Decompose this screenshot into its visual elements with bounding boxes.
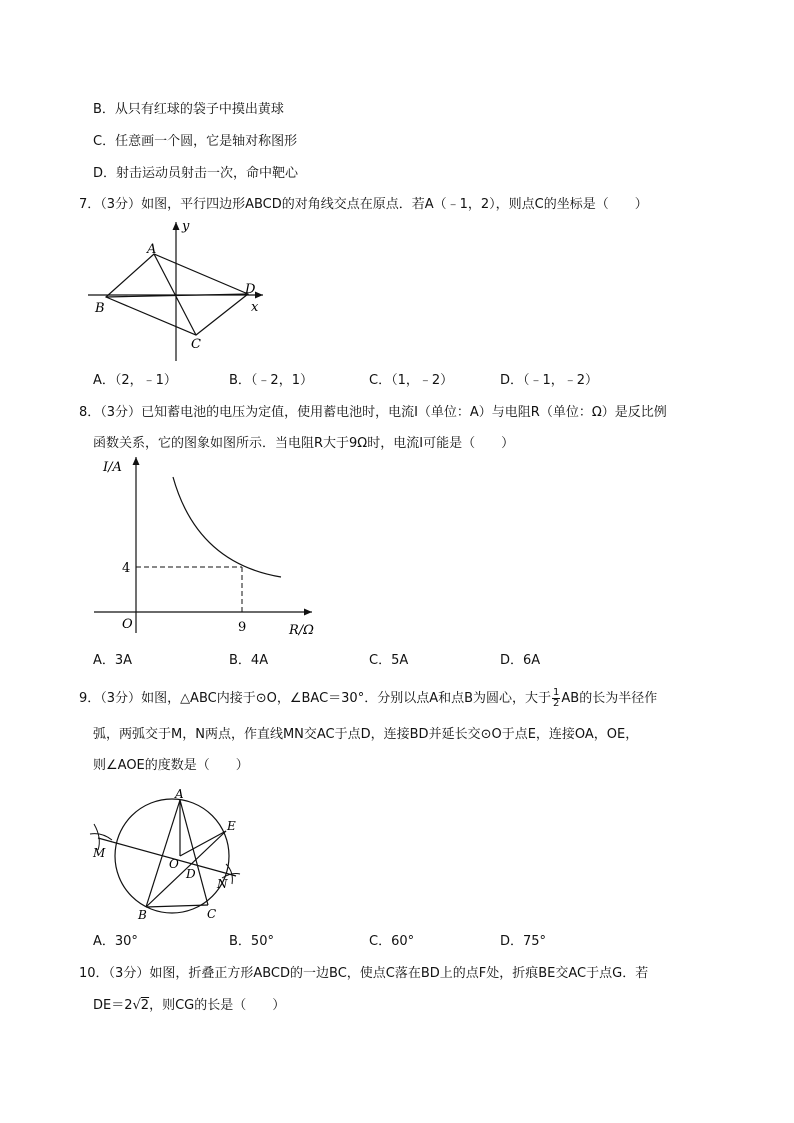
q8-stem-line1 — [79, 404, 667, 422]
q7-text: 如图，平行四边形ABCD的对角线交点在原点．若A（﹣1，2），则点C的坐标是（ ） — [141, 197, 648, 212]
q9-number: 9． — [79, 691, 101, 706]
q9-option-c: C．60° — [369, 934, 415, 949]
q9-text-b: AB的长为半径作 — [561, 691, 658, 706]
q9-stem-line1 — [79, 688, 657, 709]
q7-option-d: D．（﹣1，﹣2） — [500, 373, 599, 388]
q9-fraction — [552, 688, 560, 709]
q10-text-a: DE＝2 — [93, 998, 133, 1013]
q8-x-tick: 9 — [238, 620, 247, 635]
q7-label-b: B — [95, 301, 105, 316]
q8-option-c: C．5A — [369, 653, 409, 668]
q10-sqrt-value: 2 — [140, 998, 150, 1013]
q7-label-a: A — [147, 242, 157, 257]
q8-score: （3分） — [100, 405, 142, 420]
q10-stem-line2 — [93, 997, 285, 1015]
q9-option-d: D．75° — [500, 934, 547, 949]
q10-number: 10． — [79, 966, 109, 981]
q8-inverse-graph — [92, 453, 327, 643]
q8-number: 8． — [79, 405, 101, 420]
q9-option-b: B．50° — [229, 934, 274, 949]
q6-option-d: D．射击运动员射击一次，命中靶心 — [93, 166, 299, 181]
q8-y-tick: 4 — [122, 561, 131, 576]
q10-text-line1: 如图，折叠正方形ABCD的一边BC，使点C落在BD上的点F处，折痕BE交AC于点G．若 — [149, 966, 649, 981]
q9-score: （3分） — [100, 691, 142, 706]
q7-number: 7． — [79, 197, 101, 212]
q8-text-line1: 已知蓄电池的电压为定值，使用蓄电池时，电流I（单位：A）与电阻R（单位：Ω）是反比例 — [141, 405, 667, 420]
q9-label-e: E — [227, 819, 236, 833]
q9-label-m: M — [93, 846, 106, 860]
q7-label-c: C — [191, 337, 201, 352]
q7-parallelogram-figure — [88, 218, 273, 368]
q9-stem-line2: 弧，两弧交于M，N两点，作直线MN交AC于点D，连接BD并延长交⊙O于点E，连接OA，OE， — [93, 727, 639, 742]
q9-frac-num: 1 — [553, 687, 560, 698]
q8-option-a: A．3A — [93, 653, 133, 668]
q9-text-a: 如图，△ABC内接于⊙O，∠BAC＝30°．分别以点A和点B为圆心，大于 — [141, 691, 552, 706]
q6-option-b: B．从只有红球的袋子中摸出黄球 — [93, 102, 284, 117]
q9-stem-line3: 则∠AOE的度数是（ ） — [93, 758, 249, 773]
q7-option-c: C．（1，﹣2） — [369, 373, 454, 388]
q7-option-b: B．（﹣2，1） — [229, 373, 313, 388]
q9-frac-den: 2 — [553, 698, 560, 709]
q9-label-c: C — [207, 907, 217, 921]
q10-score: （3分） — [108, 966, 150, 981]
q7-label-d: D — [245, 282, 256, 297]
q9-label-n: N — [217, 877, 228, 891]
q9-label-b: B — [138, 908, 147, 921]
q7-label-x: x — [251, 300, 259, 315]
q8-xlabel: R/Ω — [289, 623, 314, 638]
q8-option-d: D．6A — [500, 653, 541, 668]
q7-score: （3分） — [100, 197, 142, 212]
q8-origin: O — [122, 617, 133, 632]
q8-ylabel: I/A — [103, 460, 122, 475]
q7-stem — [79, 196, 648, 214]
q7-label-y: y — [182, 219, 190, 234]
q9-label-a: A — [175, 787, 184, 801]
q6-option-c: C．任意画一个圆，它是轴对称图形 — [93, 134, 298, 149]
q9-option-a: A．30° — [93, 934, 138, 949]
q10-text-b: ，则CG的长是（ ） — [149, 998, 286, 1013]
q8-option-b: B．4A — [229, 653, 269, 668]
q9-label-d: D — [186, 867, 196, 881]
q9-label-o: O — [169, 857, 179, 871]
q10-sqrt-sign: √ — [132, 998, 141, 1013]
q7-option-a: A．（2，﹣1） — [93, 373, 177, 388]
q9-circle-figure — [86, 786, 246, 921]
q10-stem-line1 — [79, 965, 648, 983]
q8-stem-line2: 函数关系，它的图象如图所示．当电阻R大于9Ω时，电流I可能是（ ） — [93, 436, 515, 451]
